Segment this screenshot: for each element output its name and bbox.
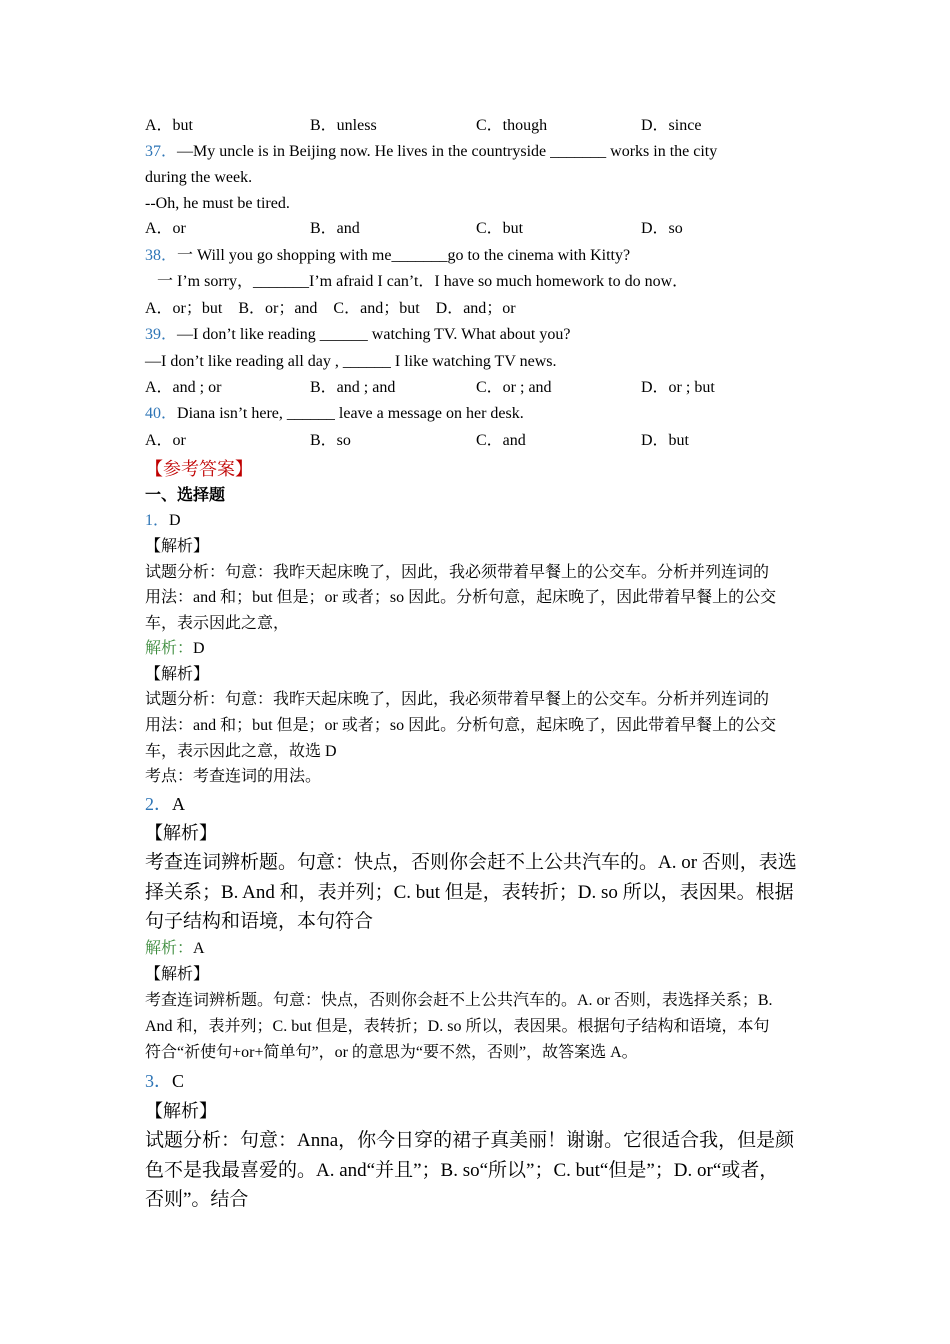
answer-2-analysis-line: 考查连词辨析题。句意：快点，否则你会赶不上公共汽车的。A. or 否则，表选择关系；B. [145, 992, 773, 1009]
answer-1-tag: 【解析】 [145, 538, 210, 555]
answer-3 [145, 1069, 184, 1093]
q37-number: 37． [145, 143, 178, 160]
q36-option-c: C．though [476, 117, 548, 134]
answer-3-number: 3． [145, 1071, 172, 1091]
answer-1-number: 1． [145, 512, 170, 529]
q37-stem-line3: --Oh, he must be tired. [145, 195, 290, 212]
answer-2-analysis-line: 择关系；B. And 和，表并列；C. but 但是，表转折；D. so 所以，表因果。根据 [145, 882, 794, 903]
answer-3-analysis-line: 试题分析：句意：Anna，你今日穿的裙子真美丽！谢谢。它很适合我，但是颜 [145, 1130, 795, 1151]
q39-option-a: A．and ; or [145, 379, 222, 396]
answer-1-value: D [169, 512, 181, 529]
answer-2-number: 2． [145, 794, 172, 814]
answer-1-analysis-line: 用法：and 和；but 但是；or 或者；so 因此。分析句意，起床晚了，因此带着早餐上的公交 [145, 589, 777, 606]
answer-2-analysis-line: 句子结构和语境，本句符合 [145, 911, 374, 932]
answer-1-analysis-line: 试题分析：句意：我昨天起床晚了，因此，我必须带着早餐上的公交车。分析并列连词的 [145, 691, 770, 708]
answer-2 [145, 792, 185, 816]
answer-2-jiexi: 解析：A [145, 940, 205, 957]
answer-1-tag: 【解析】 [145, 666, 210, 683]
q38-stem-line2: 一 I’m sorry，_______I’m afraid I can’t．I have so much homework to do now． [157, 273, 689, 290]
q38-options: A．or；but B．or；and C．and；but D．and；or [145, 300, 516, 317]
q40-option-c: C．and [476, 432, 526, 449]
q39-stem-line1: 39．—I don’t like reading ______ watching TV. What about you? [145, 326, 571, 343]
answer-1-jiexi: 解析：D [145, 640, 205, 657]
answer-1-analysis-line: 车，表示因此之意， [145, 615, 290, 632]
answer-1-analysis-line: 试题分析：句意：我昨天起床晚了，因此，我必须带着早餐上的公交车。分析并列连词的 [145, 564, 770, 581]
q40-option-b: B．so [310, 432, 351, 449]
answer-3-tag: 【解析】 [145, 1101, 217, 1121]
q36-option-d: D．since [641, 117, 702, 134]
answer-2-tag: 【解析】 [145, 823, 217, 843]
answer-3-analysis-line: 色不是我最喜爱的。A. and“并且”；B. so“所以”；C. but“但是”；D. or“或者， [145, 1160, 779, 1181]
answer-1-kaodian: 考点：考查连词的用法。 [145, 768, 322, 785]
jiexi-label: 解析： [145, 640, 194, 657]
answer-2-value: A [172, 794, 185, 814]
q39-stem-line2: —I don’t like reading all day , ______ I like watching TV news. [145, 353, 557, 370]
q37-stem-line1: 37．—My uncle is in Beijing now. He lives in the countryside _______ works in the city [145, 143, 718, 160]
q36-option-b: B．unless [310, 117, 377, 134]
answer-3-analysis-line: 否则”。结合 [145, 1189, 249, 1210]
q37-option-b: B．and [310, 220, 360, 237]
q38-number: 38． [145, 247, 178, 264]
answer-1-analysis-line: 车，表示因此之意，故选 D [145, 743, 337, 760]
section-heading: 一、选择题 [145, 487, 226, 504]
q40-stem-line1: 40．Diana isn’t here, ______ leave a message on her desk. [145, 405, 524, 422]
answer-1-analysis-line: 用法：and 和；but 但是；or 或者；so 因此。分析句意，起床晚了，因此带着早餐上的公交 [145, 717, 777, 734]
answer-key-heading: 【参考答案】 [145, 459, 253, 479]
jiexi-label: 解析： [145, 940, 194, 957]
q40-option-a: A．or [145, 432, 186, 449]
q39-option-b: B．and ; and [310, 379, 396, 396]
answer-2-analysis-line: And 和，表并列；C. but 但是，表转折；D. so 所以，表因果。根据句子结构和语境，本句 [145, 1018, 770, 1035]
q39-number: 39． [145, 326, 178, 343]
q40-number: 40． [145, 405, 178, 422]
answer-3-value: C [172, 1071, 185, 1091]
q37-option-d: D．so [641, 220, 683, 237]
answer-2-tag: 【解析】 [145, 966, 210, 983]
q39-option-c: C．or ; and [476, 379, 552, 396]
answer-2-analysis-line: 考查连词辨析题。句意：快点，否则你会赶不上公共汽车的。A. or 否则，表选 [145, 852, 797, 873]
q40-option-d: D．but [641, 432, 690, 449]
answer-1 [145, 511, 181, 531]
q37-stem-line2: during the week. [145, 169, 253, 186]
answer-2-analysis-line: 符合“祈使句+or+简单句”，or 的意思为“要不然，否则”，故答案选 A。 [145, 1044, 638, 1061]
q37-option-a: A．or [145, 220, 186, 237]
q37-option-c: C．but [476, 220, 524, 237]
q38-stem-line1: 38．一 Will you go shopping with me_______go to the cinema with Kitty? [145, 247, 631, 264]
q36-option-a: A．but [145, 117, 194, 134]
q39-option-d: D．or ; but [641, 379, 715, 396]
